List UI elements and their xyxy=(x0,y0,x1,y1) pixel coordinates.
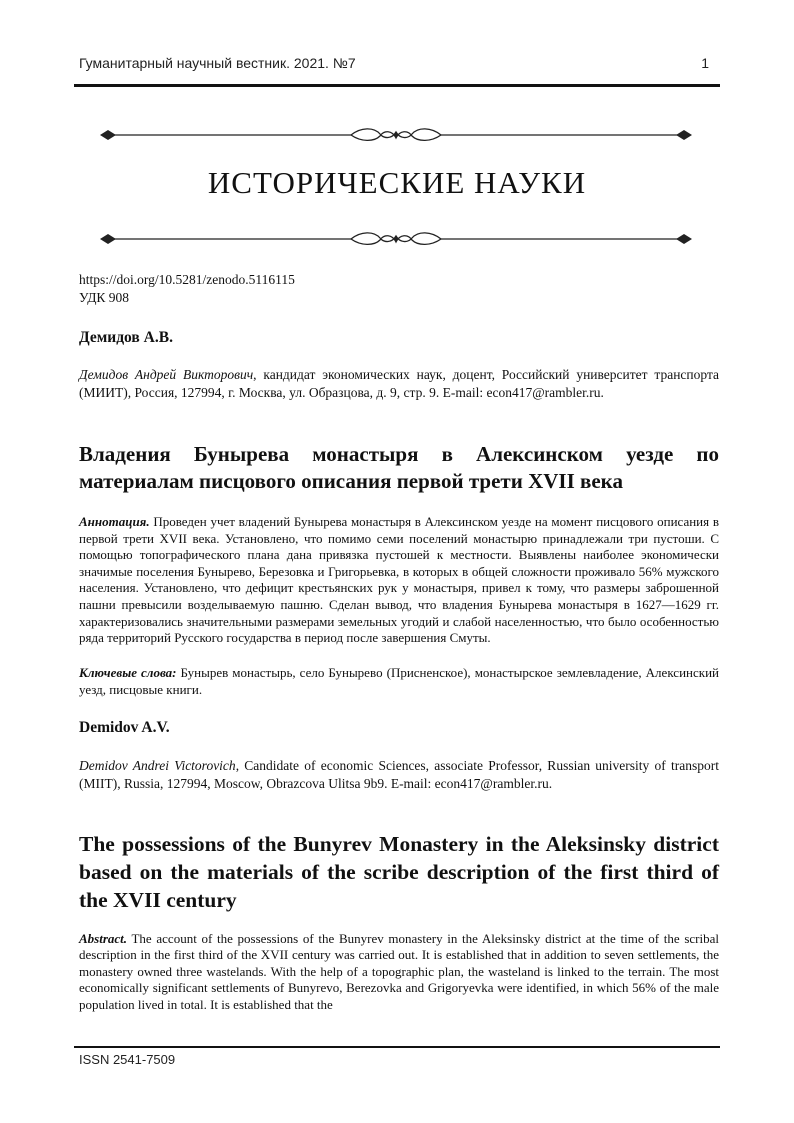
author-name-en: Demidov A.V. xyxy=(79,719,170,736)
abstract-label-en: Abstract. xyxy=(79,931,128,946)
issn-footer: ISSN 2541-7509 xyxy=(79,1052,176,1067)
affiliation-text-en: , Candidate of economic Sciences, associate Professor, Russian university of transport (MIIT), Russia, 127994, Moscow, Obrazcova Ulitsa 9b9. E-mail: econ417@rambler.ru. xyxy=(79,758,719,791)
udk-code: УДК 908 xyxy=(79,290,130,305)
article-title-en: The possessions of the Bunyrev Monastery in the Aleksinsky district based on the materials of the scribe description of the first third of the XVII century xyxy=(79,832,719,912)
keywords-ru xyxy=(79,665,719,698)
abstract-text-en: The account of the possessions of the Bunyrev monastery in the Aleksinsky district at the time of the scribal description in the first third of the XVII century was carried out. It is established that in addition to seven settlements, the monastery owned three wastelands. With the help of a topographic plan, the wasteland is linked to the terrain. The most economically significant settlements of Bunyrevo, Berezovka and Grigoryevka were identified, in which 56% of the male population lived in total. It is established that the xyxy=(79,931,719,1012)
author-affiliation-ru xyxy=(79,366,719,402)
journal-title: Гуманитарный научный вестник. 2021. №7 xyxy=(79,55,356,71)
keywords-label-ru: Ключевые слова: xyxy=(79,665,177,680)
running-head xyxy=(79,55,719,71)
section-title: ИСТОРИЧЕСКИЕ НАУКИ xyxy=(207,165,587,200)
abstract-ru xyxy=(79,514,719,647)
article-meta xyxy=(79,271,295,307)
keywords-text-ru: Бунырев монастырь, село Буныревo (Присненское), монастырское землевладение, Алексинский уезд, писцовые книги. xyxy=(79,665,719,697)
top-ornament-divider xyxy=(96,126,696,144)
article-title-ru: Владения Бунырева монастыря в Алексинском уезде по материалам писцового описания первой трети XVII века xyxy=(79,442,719,493)
abstract-text-ru: Проведен учет владений Бунырева монастыря в Алексинском уезде на момент писцового описания в первой трети XVII века. Установлено, что помимо семи поселений монастырю принадлежали три пустоши. С помощью топографического плана дана привязка пустошей к местности. Выявлены наиболее экономически значимые поселения Буныревo, Березовка и Григорьевка, в которых в общей сложности проживало 56% мужского населения. Установлено, что дефицит крестьянских рук у монастыря, привел к тому, что размеры заброшенной пашни превысили возделываемую пашню. Сделан вывод, что владения Бунырева монастыря в 1627—1629 гг. характеризовались значительными размерами земельных угодий и слабой населенностью, что было особенностью ряда территорий Русского государства в период после завершения Смуты. xyxy=(79,514,719,646)
author-full-name-en: Demidov Andrei Victorovich xyxy=(79,758,236,773)
abstract-en xyxy=(79,931,719,1013)
footer-rule xyxy=(74,1046,720,1048)
author-affiliation-en xyxy=(79,757,719,793)
header-rule xyxy=(74,84,720,87)
abstract-label-ru: Аннотация. xyxy=(79,514,150,529)
bottom-ornament-divider xyxy=(96,230,696,248)
author-name-ru: Демидов А.В. xyxy=(79,329,173,346)
doi-link[interactable]: https://doi.org/10.5281/zenodo.5116115 xyxy=(79,272,295,287)
author-full-name-ru: Демидов Андрей Викторович xyxy=(79,367,254,382)
affiliation-text-ru: , кандидат экономических наук, доцент, Российский университет транспорта (МИИТ), Россия, 127994, г. Москва, ул. Образцова, д. 9, стр. 9. E-mail: econ417@rambler.ru. xyxy=(79,367,720,400)
page-number: 1 xyxy=(701,55,709,71)
